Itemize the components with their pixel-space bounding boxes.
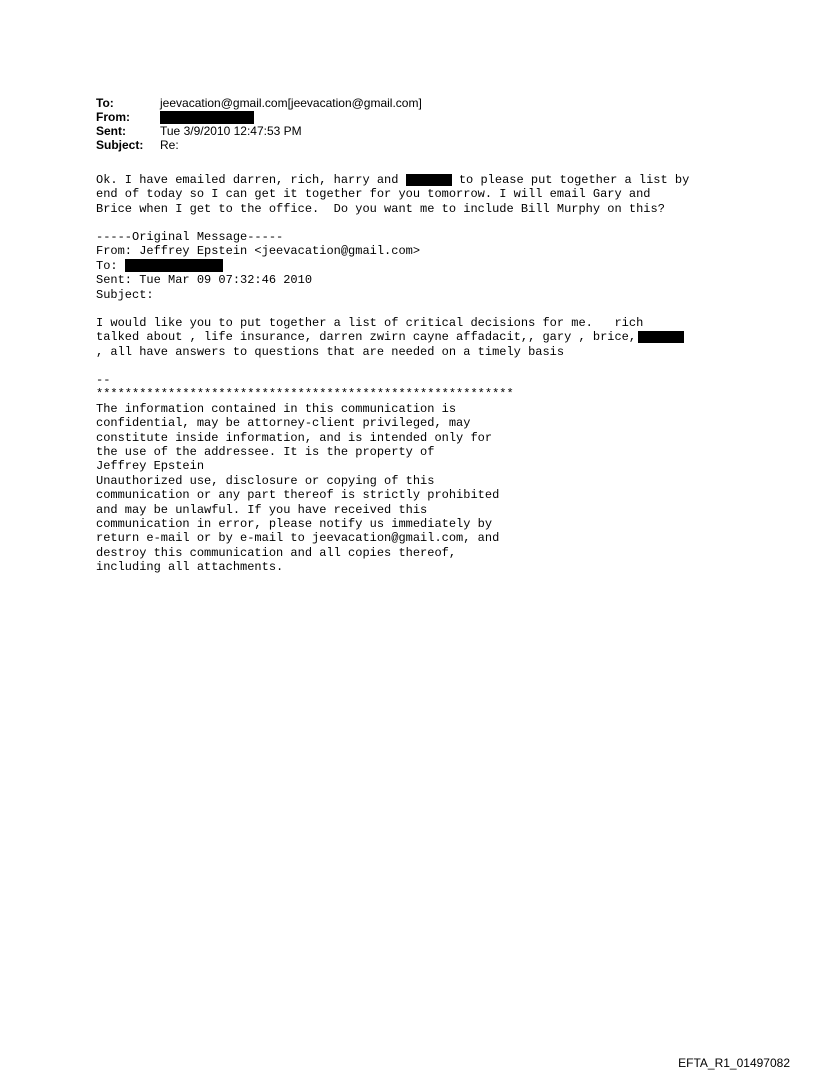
disclaimer-line: and may be unlawful. If you have received this — [96, 502, 428, 517]
disclaimer-line: Jeffrey Epstein — [96, 459, 205, 474]
from-label: From: — [96, 110, 130, 124]
body-line-2: end of today so I can get it together for you tomorrow. I will email Gary and — [96, 187, 651, 202]
signature-stars: ********************************************************** — [96, 387, 514, 402]
body-line-1-start: Ok. I have emailed darren, rich, harry and — [96, 173, 406, 187]
original-sent: Sent: Tue Mar 09 07:32:46 2010 — [96, 273, 313, 288]
original-from: From: Jeffrey Epstein <jeevacation@gmail.com> — [96, 244, 421, 259]
original-message-header — [96, 230, 420, 302]
original-line-1: I would like you to put together a list of critical decisions for me. rich — [96, 316, 644, 330]
disclaimer-line: destroy this communication and all copies thereof, — [96, 545, 457, 560]
body-line-1 — [96, 173, 689, 187]
disclaimer-line: The information contained in this communication is — [96, 401, 457, 416]
original-line-3: , all have answers to questions that are needed on a timely basis — [96, 344, 565, 359]
document-id: EFTA_R1_01497082 — [678, 1056, 790, 1070]
disclaimer-line: communication or any part thereof is strictly prohibited — [96, 488, 500, 503]
signature-dashes: -- — [96, 373, 111, 387]
disclaimer-line: communication in error, please notify us immediately by — [96, 517, 493, 532]
disclaimer-line: including all attachments. — [96, 560, 284, 575]
to-row — [96, 96, 422, 110]
email-header — [96, 96, 422, 152]
original-body-redaction — [638, 331, 684, 343]
disclaimer-line: constitute inside information, and is intended only for — [96, 430, 493, 445]
body-redaction — [406, 174, 452, 186]
from-row — [96, 110, 422, 124]
to-label: To: — [96, 96, 114, 110]
sent-value: Tue 3/9/2010 12:47:53 PM — [160, 124, 302, 138]
original-to-redaction — [125, 259, 223, 272]
signature-block — [96, 373, 514, 575]
original-line-2 — [96, 330, 684, 344]
body-line-3: Brice when I get to the office. Do you want me to include Bill Murphy on this? — [96, 201, 665, 216]
subject-row — [96, 138, 422, 152]
sent-row — [96, 124, 422, 138]
disclaimer-line: the use of the addressee. It is the property of — [96, 445, 435, 460]
original-line-2-text: talked about , life insurance, darren zwirn cayne affadacit,, gary , brice, — [96, 330, 637, 345]
disclaimer-line: confidential, may be attorney-client privileged, may — [96, 416, 471, 431]
disclaimer-line: return e-mail or by e-mail to jeevacation@gmail.com, and — [96, 531, 500, 546]
subject-value: Re: — [160, 138, 179, 152]
from-redaction — [160, 111, 254, 124]
original-separator: -----Original Message----- — [96, 230, 284, 244]
original-message-body — [96, 316, 684, 359]
reply-body — [96, 173, 689, 216]
original-subject: Subject: — [96, 287, 154, 302]
subject-label: Subject: — [96, 138, 144, 152]
to-value: jeevacation@gmail.com[jeevacation@gmail.com] — [160, 96, 422, 110]
sent-label: Sent: — [96, 124, 126, 138]
original-to-row — [96, 259, 420, 273]
original-to-label: To: — [96, 258, 125, 273]
disclaimer-line: Unauthorized use, disclosure or copying of this — [96, 473, 435, 488]
body-line-1-end: to please put together a list by — [451, 173, 690, 187]
